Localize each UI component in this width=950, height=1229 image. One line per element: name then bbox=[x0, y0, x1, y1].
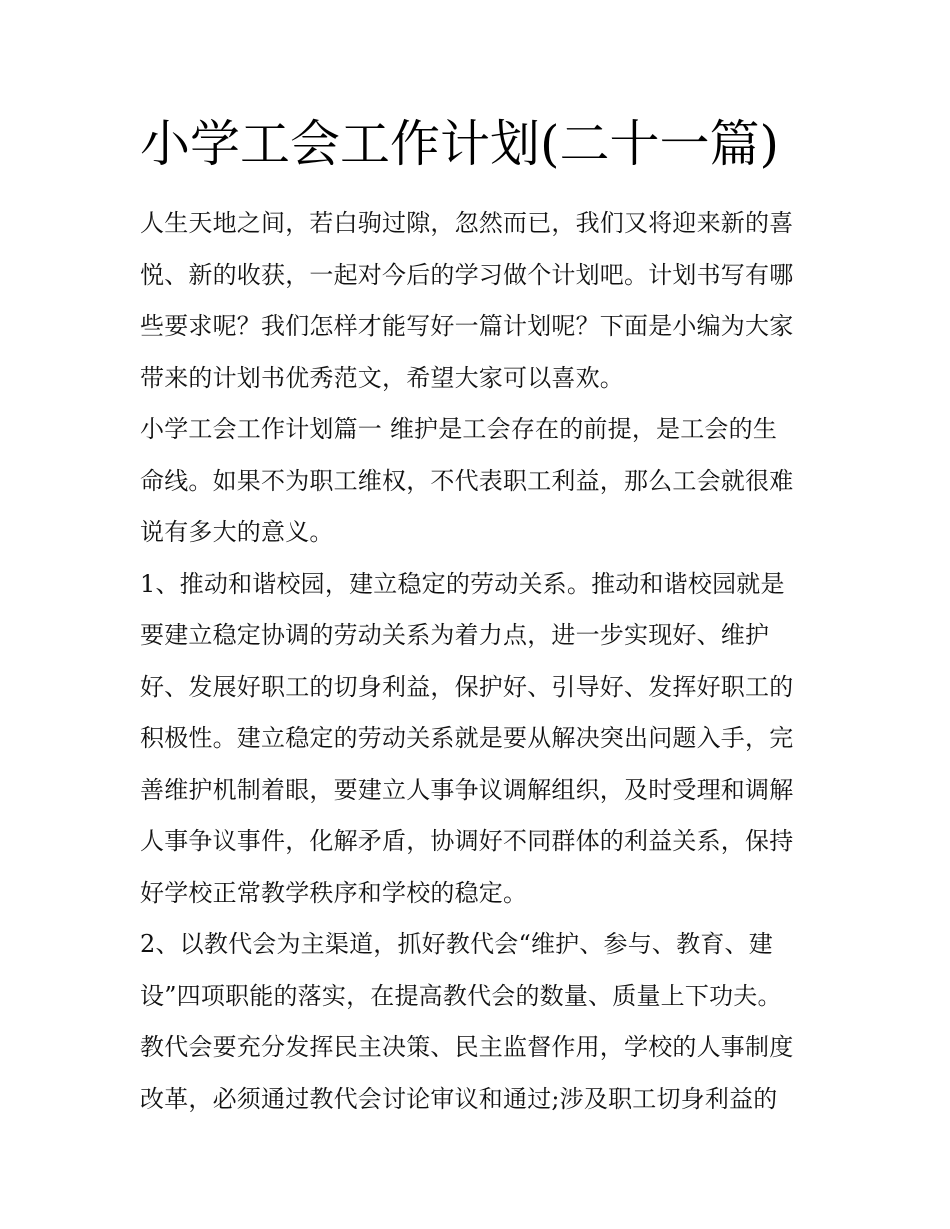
body-line: 人生天地之间，若白驹过隙，忽然而已，我们又将迎来新的喜 bbox=[140, 209, 794, 237]
document-title: 小学工会工作计划(二十一篇) bbox=[140, 115, 780, 173]
body-line: 善维护机制着眼，要建立人事争议调解组织，及时受理和调解 bbox=[140, 775, 794, 804]
body-line: 带来的计划书优秀范文，希望大家可以喜欢。 bbox=[140, 363, 624, 392]
body-line: 小学工会工作计划篇一 维护是工会存在的前提，是工会的生 bbox=[140, 415, 778, 443]
body-line: 说有多大的意义。 bbox=[140, 518, 334, 546]
body-line: 1、推动和谐校园，建立稳定的劳动关系。推动和谐校园就是 bbox=[140, 569, 785, 598]
body-line: 些要求呢？我们怎样才能写好一篇计划呢？下面是小编为大家 bbox=[140, 312, 794, 340]
body-line: 2、以教代会为主渠道，抓好教代会“维护、参与、教育、建 bbox=[140, 930, 773, 958]
body-line: 好学校正常教学秩序和学校的稳定。 bbox=[140, 878, 528, 907]
body-line: 积极性。建立稳定的劳动关系就是要从解决突出问题入手，完 bbox=[140, 724, 794, 752]
body-line: 改革，必须通过教代会讨论审议和通过;涉及职工切身利益的 bbox=[140, 1084, 778, 1113]
body-line: 命线。如果不为职工维权，不代表职工利益，那么工会就很难 bbox=[140, 466, 794, 495]
body-line: 人事争议事件，化解矛盾，协调好不同群体的利益关系，保持 bbox=[140, 827, 794, 855]
body-line: 好、发展好职工的切身利益，保护好、引导好、发挥好职工的 bbox=[140, 672, 794, 701]
body-line: 要建立稳定协调的劳动关系为着力点，进一步实现好、维护 bbox=[140, 621, 770, 649]
body-line: 悦、新的收获，一起对今后的学习做个计划吧。计划书写有哪 bbox=[140, 260, 794, 289]
body-line: 设”四项职能的落实，在提高教代会的数量、质量上下功夫。 bbox=[140, 981, 782, 1010]
body-line: 教代会要充分发挥民主决策、民主监督作用，学校的人事制度 bbox=[140, 1033, 794, 1061]
